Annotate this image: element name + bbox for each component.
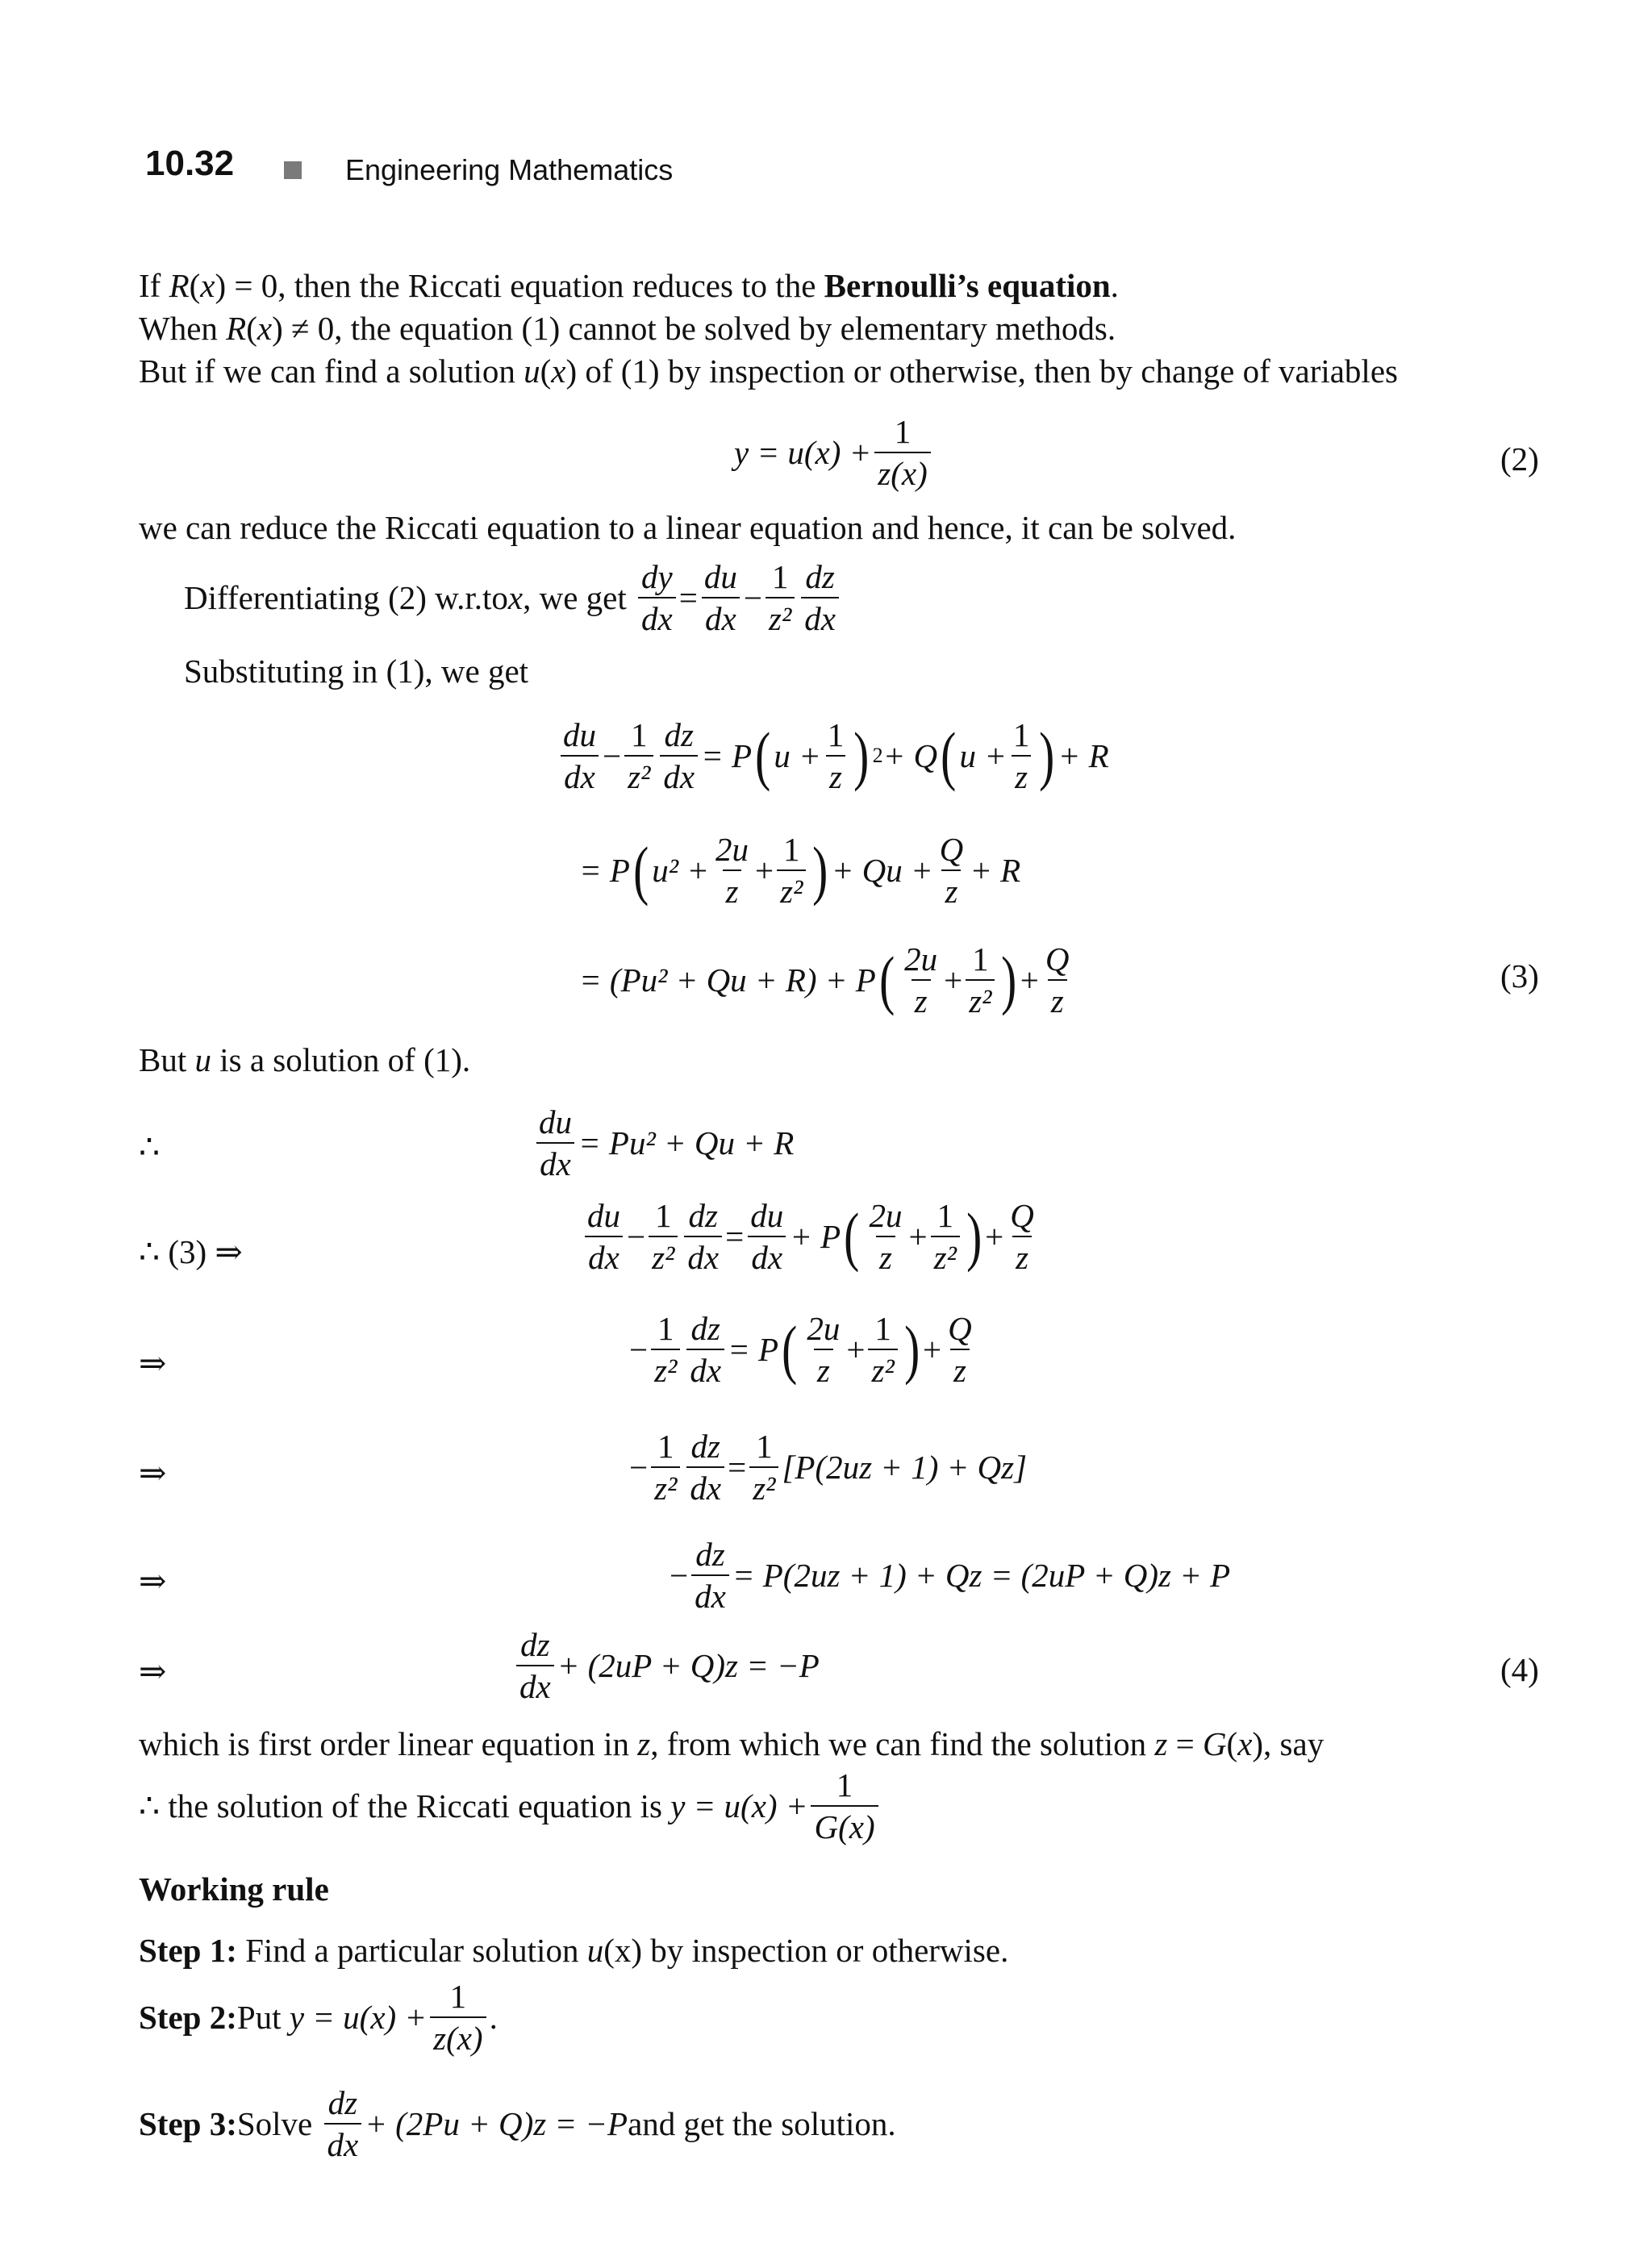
- page-number: 10.32: [145, 144, 235, 183]
- equation-number-3: (3): [1500, 957, 1539, 995]
- implies-symbol-4: ⇒: [139, 1653, 167, 1690]
- subst-eq-line-2: = P ( u² + $\frac{2u}{z}$ + $\frac{1}{\text{z²}}$ ) + Qu + $\frac{Q}{z}$ + R: [579, 831, 1021, 910]
- subst-eq-line-1: $\frac{du}{dx}$ − $\frac{1}{\text{z²}}$ $\frac{dz}{dx}$ = P ( u + $\frac{1}{z}$ ) 2 + Q ( u + $\frac{1}{z}$ ) + R: [557, 716, 1109, 795]
- substituting-line: Substituting in (1), we get: [184, 653, 529, 690]
- implication-eq-3: − $\frac{1}{\text{z²}}$ $\frac{dz}{dx}$ = $\frac{1}{\text{z²}}$ [P(2uz + 1) + Qz]: [629, 1428, 1028, 1507]
- line-first-order-linear: which is first order linear equation in z, from which we can find the solution z = G(x), say: [139, 1725, 1325, 1762]
- step-3: Step 3: Solve $\frac{dz}{dx}$ + (2Pu + Q)z = −P and get the solution.: [139, 2084, 896, 2163]
- implies-symbol-2: ⇒: [139, 1454, 167, 1491]
- line-reduce-linear: we can reduce the Riccati equation to a linear equation and hence, it can be solved.: [139, 509, 1237, 546]
- step-1: Step 1: Find a particular solution u(x) by inspection or otherwise.: [139, 1932, 1009, 1969]
- du-dx-equation: $\frac{du}{dx}$ = Pu² + Qu + R: [532, 1103, 794, 1182]
- book-title: Engineering Mathematics: [345, 153, 674, 186]
- implication-eq-1: $\frac{du}{dx}$ − $\frac{1}{\text{z²}}$ $\frac{dz}{dx}$ = $\frac{du}{dx}$ + P ( $\frac{2u}{z}$ + $\frac{1}{\text{z²}}$ ) + $\frac{Q}{z}$: [581, 1197, 1041, 1276]
- line-u-is-solution: But u is a solution of (1).: [139, 1041, 471, 1078]
- equation-number-4: (4): [1500, 1651, 1539, 1688]
- equation-number-2: (2): [1500, 440, 1539, 477]
- implication-eq-4: − $\frac{dz}{dx}$ = P(2uz + 1) + Qz = (2uP + Q)z + P: [670, 1536, 1231, 1615]
- implies-symbol-3: ⇒: [139, 1562, 167, 1599]
- line-elementary: When R(x) ≠ 0, the equation (1) cannot be solved by elementary methods.: [139, 310, 1116, 347]
- implies-symbol-1: ⇒: [139, 1345, 167, 1382]
- therefore-3-implies: ∴ (3) ⇒: [139, 1233, 243, 1270]
- line-bernoulli: If R(x) = 0, then the Riccati equation reduces to the Bernoulli’s equation.: [139, 267, 1119, 304]
- step-2: Step 2: Put y = u(x) + $\frac{1}{z(x)}$ .: [139, 1978, 498, 2057]
- subst-eq-line-3: = (Pu² + Qu + R) + P ( $\frac{2u}{z}$ + $\frac{1}{\text{z²}}$ ) + $\frac{Q}{z}$: [579, 940, 1070, 1020]
- therefore-symbol: ∴: [139, 1128, 161, 1166]
- line-change-of-variables: But if we can find a solution u(x) of (1) by inspection or otherwise, then by change of variables: [139, 352, 1398, 390]
- implication-eq-2: − $\frac{1}{\text{z²}}$ $\frac{dz}{dx}$ = P ( $\frac{2u}{z}$ + $\frac{1}{\text{z²}}$ ) + $\frac{Q}{z}$: [629, 1310, 972, 1389]
- solution-line: ∴ the solution of the Riccati equation is y = u(x) + $\frac{1}{G(x)}$: [139, 1766, 882, 1845]
- equation-4: $\frac{dz}{dx}$ + (2uP + Q)z = −P: [513, 1626, 820, 1705]
- differentiating-line: Differentiating (2) w.r.to x , we get $\frac{dy}{dx}$ = $\frac{du}{dx}$ − $\frac{1}{\text{z²}}$ $\frac{dz}{dx}$: [184, 558, 842, 637]
- equation-2: y = u(x) + $\frac{1}{z(x)}$: [734, 413, 934, 492]
- header-square-icon: [284, 161, 302, 179]
- working-rule-heading: Working rule: [139, 1870, 329, 1908]
